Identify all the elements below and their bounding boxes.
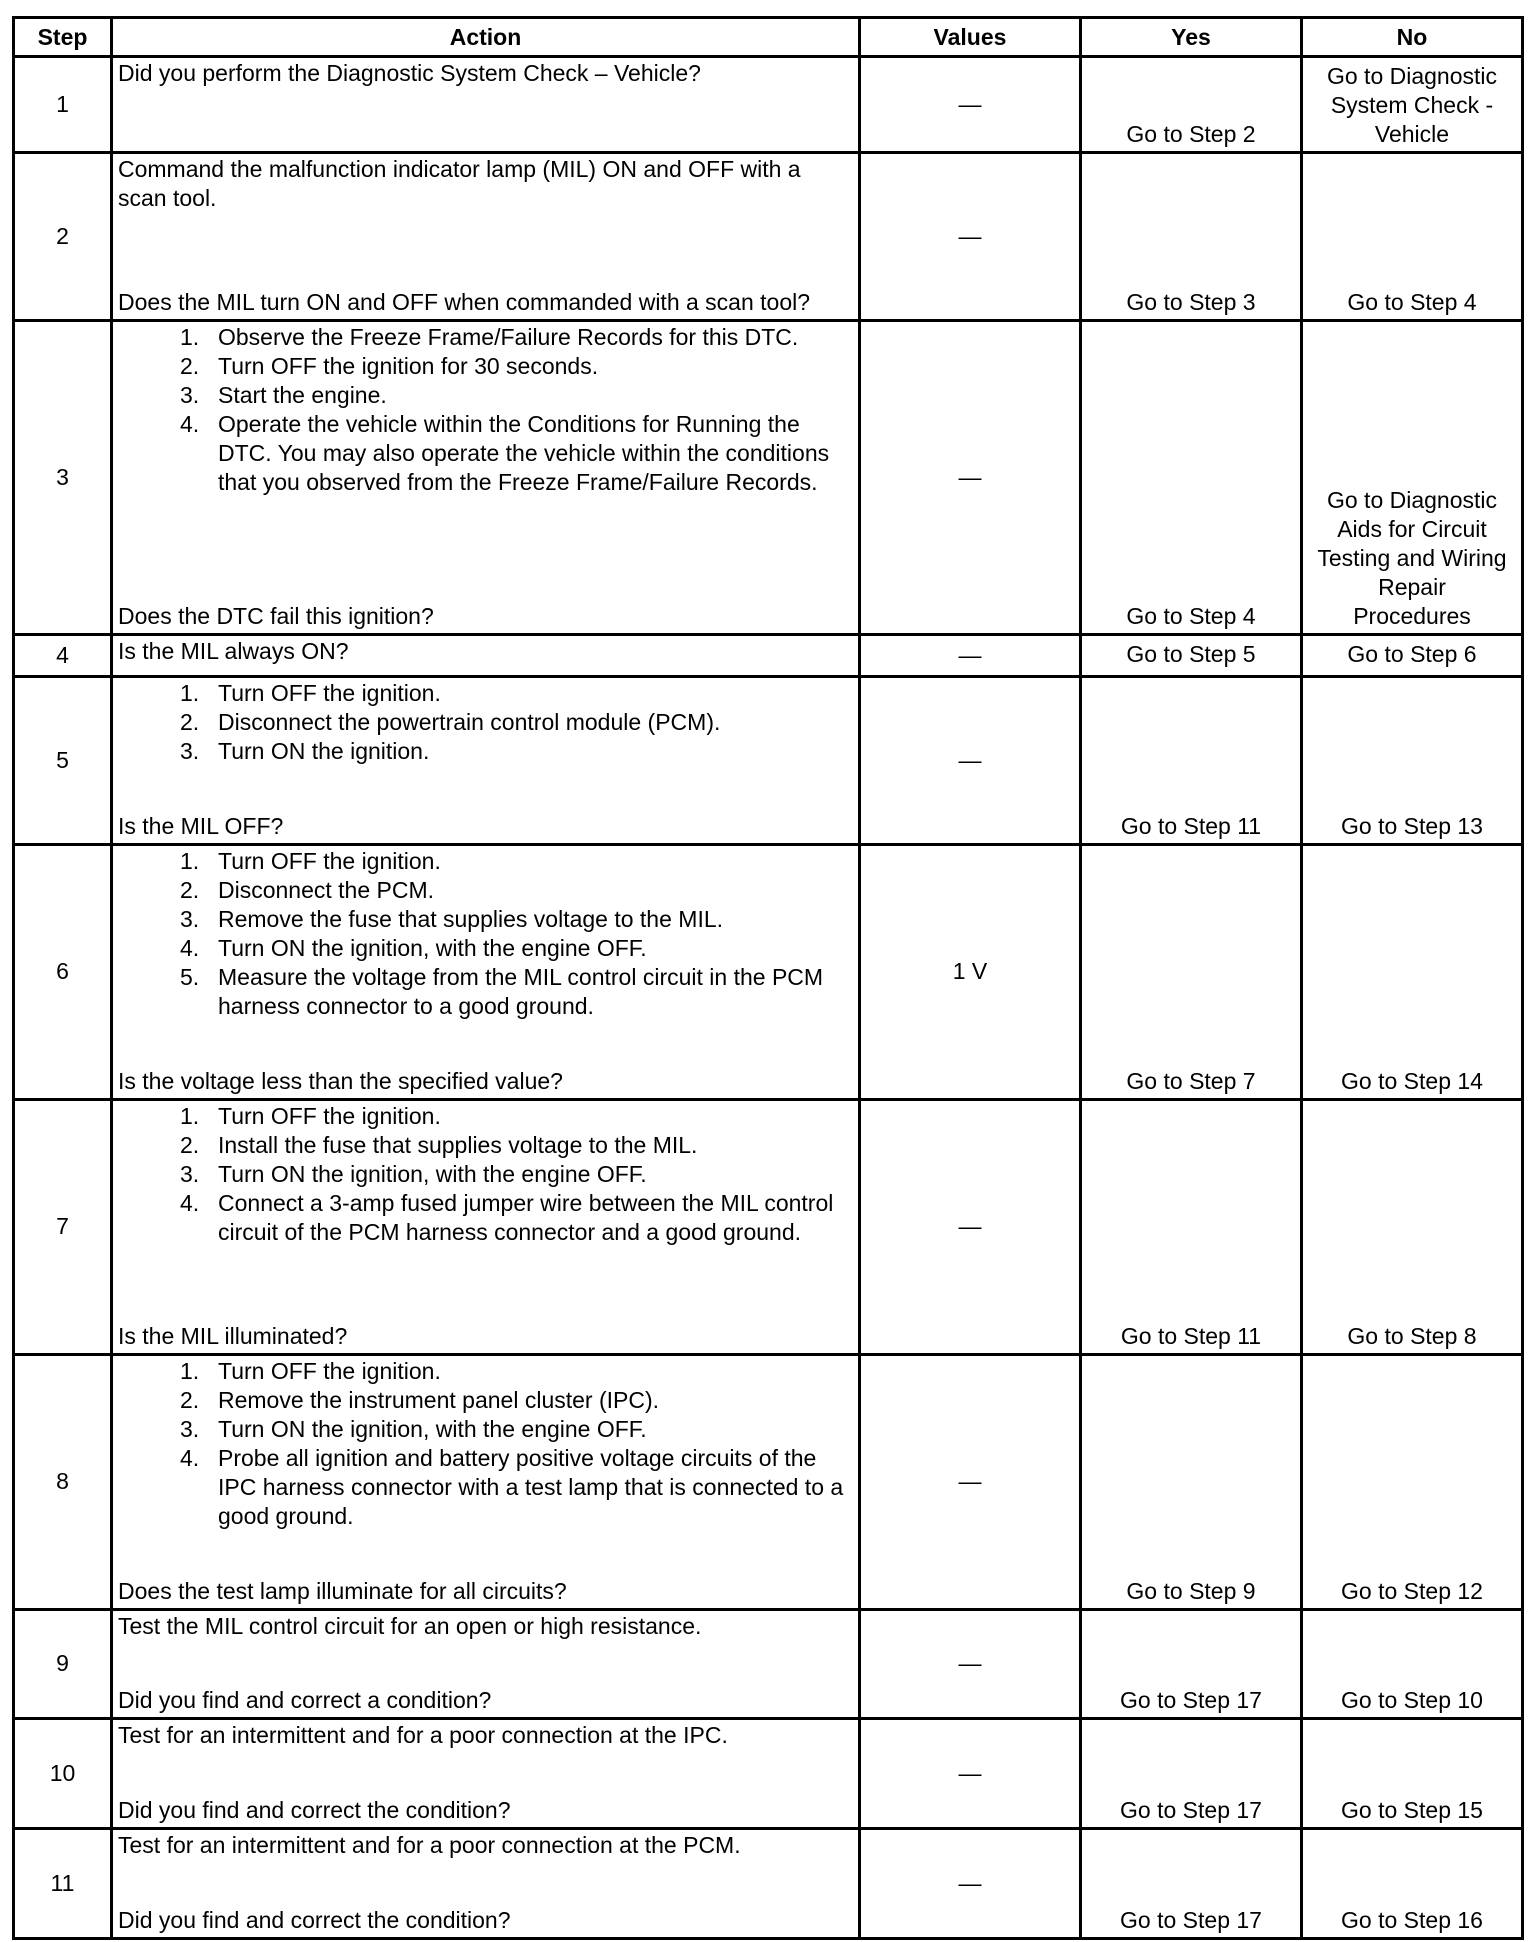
table-row <box>14 1829 1523 1939</box>
list-item-number: 4. <box>180 1189 200 1216</box>
list-item-text: Probe all ignition and battery positive voltage circuits of the IPC harness connector with a test lamp that is connected to a good ground. <box>218 1444 844 1529</box>
list-item <box>118 876 852 905</box>
list-item <box>118 1160 852 1189</box>
no-cell: Go to Step 13 <box>1302 676 1523 844</box>
list-item-text: Turn ON the ignition, with the engine OFF. <box>218 1160 647 1187</box>
header-yes: Yes <box>1081 18 1302 57</box>
list-item <box>118 1444 852 1531</box>
no-cell: Go to Step 15 <box>1302 1719 1523 1829</box>
step-number: 9 <box>14 1609 112 1719</box>
yes-cell: Go to Step 5 <box>1081 635 1302 676</box>
table-row <box>14 57 1523 153</box>
step-number: 5 <box>14 676 112 844</box>
yes-cell: Go to Step 11 <box>1081 1099 1302 1354</box>
list-item-number: 2. <box>180 708 200 735</box>
step-number: 4 <box>14 635 112 676</box>
list-item <box>118 323 852 352</box>
value-cell: — <box>860 1099 1081 1354</box>
table-body <box>14 57 1523 1939</box>
table-row <box>14 1354 1523 1609</box>
yes-cell: Go to Step 9 <box>1081 1354 1302 1609</box>
list-item-text: Install the fuse that supplies voltage to the MIL. <box>218 1131 698 1158</box>
action-question: Does the DTC fail this ignition? <box>118 603 434 630</box>
list-item-text: Turn OFF the ignition. <box>218 679 441 706</box>
action-instruction: Test for an intermittent and for a poor connection at the IPC. <box>118 1722 728 1749</box>
header-values: Values <box>860 18 1081 57</box>
step-number: 11 <box>14 1829 112 1939</box>
list-item-number: 1. <box>180 847 200 874</box>
table-row <box>14 676 1523 844</box>
list-item <box>118 847 852 876</box>
yes-cell: Go to Step 17 <box>1081 1609 1302 1719</box>
action-step-list <box>118 678 852 766</box>
action-question: Is the MIL illuminated? <box>118 1322 348 1349</box>
header-row <box>14 18 1523 57</box>
no-cell: Go to Diagnostic Aids for Circuit Testing and Wiring Repair Procedures <box>1302 320 1523 634</box>
no-cell: Go to Diagnostic System Check - Vehicle <box>1302 57 1523 153</box>
list-item-text: Start the engine. <box>218 381 387 408</box>
list-item-number: 1. <box>180 1357 200 1384</box>
no-cell: Go to Step 4 <box>1302 152 1523 320</box>
list-item <box>118 708 852 737</box>
value-cell: — <box>860 1829 1081 1939</box>
list-item-number: 4. <box>180 1444 200 1471</box>
list-item <box>118 1131 852 1160</box>
step-number: 10 <box>14 1719 112 1829</box>
action-question: Is the voltage less than the specified value? <box>118 1067 563 1094</box>
list-item-number: 2. <box>180 1386 200 1413</box>
list-item <box>118 679 852 708</box>
action-cell <box>112 320 860 634</box>
yes-cell: Go to Step 4 <box>1081 320 1302 634</box>
action-cell <box>112 1099 860 1354</box>
step-number: 7 <box>14 1099 112 1354</box>
list-item-text: Disconnect the powertrain control module (PCM). <box>218 708 721 735</box>
step-number: 3 <box>14 320 112 634</box>
list-item-number: 2. <box>180 352 200 379</box>
list-item <box>118 1415 852 1444</box>
list-item-text: Operate the vehicle within the Conditions for Running the DTC. You may also operate the vehicle within the conditions that you observed from the Freeze Frame/Failure Records. <box>218 410 830 495</box>
action-cell <box>112 1354 860 1609</box>
list-item-text: Remove the fuse that supplies voltage to the MIL. <box>218 905 724 932</box>
list-item-number: 5. <box>180 963 200 990</box>
value-cell: — <box>860 320 1081 634</box>
header-step: Step <box>14 18 112 57</box>
list-item-text: Connect a 3-amp fused jumper wire between the MIL control circuit of the PCM harness connector and a good ground. <box>218 1189 834 1245</box>
list-item <box>118 1102 852 1131</box>
list-item-text: Turn OFF the ignition. <box>218 1357 441 1384</box>
yes-cell: Go to Step 17 <box>1081 1829 1302 1939</box>
action-instruction: Command the malfunction indicator lamp (MIL) ON and OFF with a scan tool. <box>118 155 801 211</box>
step-number: 2 <box>14 152 112 320</box>
no-cell: Go to Step 12 <box>1302 1354 1523 1609</box>
table-row <box>14 844 1523 1099</box>
list-item-text: Remove the instrument panel cluster (IPC). <box>218 1386 660 1413</box>
action-instruction: Is the MIL always ON? <box>118 638 349 665</box>
value-cell: — <box>860 676 1081 844</box>
action-question: Did you find and correct the condition? <box>118 1907 511 1933</box>
action-cell <box>112 57 860 153</box>
action-cell <box>112 1829 860 1939</box>
action-instruction: Did you perform the Diagnostic System Check – Vehicle? <box>118 60 701 86</box>
table-row <box>14 635 1523 676</box>
yes-cell: Go to Step 3 <box>1081 152 1302 320</box>
action-cell <box>112 676 860 844</box>
diagnostic-table <box>12 16 1524 1940</box>
table-row <box>14 1719 1523 1829</box>
action-question: Does the test lamp illuminate for all circuits? <box>118 1577 567 1604</box>
action-question: Is the MIL OFF? <box>118 812 284 839</box>
list-item-number: 2. <box>180 876 200 903</box>
table-row <box>14 1099 1523 1354</box>
table-row <box>14 320 1523 634</box>
list-item-text: Turn OFF the ignition for 30 seconds. <box>218 352 599 379</box>
list-item-number: 1. <box>180 679 200 706</box>
action-step-list <box>118 1101 852 1247</box>
list-item <box>118 1386 852 1415</box>
value-cell: — <box>860 1719 1081 1829</box>
action-question: Did you find and correct a condition? <box>118 1687 492 1714</box>
yes-cell: Go to Step 17 <box>1081 1719 1302 1829</box>
value-cell: — <box>860 1354 1081 1609</box>
no-cell: Go to Step 10 <box>1302 1609 1523 1719</box>
list-item <box>118 934 852 963</box>
list-item-text: Turn OFF the ignition. <box>218 1102 441 1129</box>
action-cell <box>112 1609 860 1719</box>
list-item <box>118 1357 852 1386</box>
step-number: 8 <box>14 1354 112 1609</box>
value-cell: — <box>860 1609 1081 1719</box>
action-question: Did you find and correct the condition? <box>118 1797 511 1824</box>
table-row <box>14 1609 1523 1719</box>
list-item <box>118 1189 852 1247</box>
list-item-number: 3. <box>180 1160 200 1187</box>
yes-cell: Go to Step 11 <box>1081 676 1302 844</box>
list-item-text: Turn ON the ignition, with the engine OFF. <box>218 934 647 961</box>
no-cell: Go to Step 16 <box>1302 1829 1523 1939</box>
list-item <box>118 963 852 1021</box>
value-cell: 1 V <box>860 844 1081 1099</box>
list-item <box>118 352 852 381</box>
table-row <box>14 152 1523 320</box>
list-item-number: 1. <box>180 1102 200 1129</box>
list-item-text: Turn ON the ignition, with the engine OFF. <box>218 1415 647 1442</box>
action-step-list <box>118 322 852 497</box>
list-item <box>118 381 852 410</box>
action-question: Does the MIL turn ON and OFF when commanded with a scan tool? <box>118 288 811 315</box>
list-item-text: Disconnect the PCM. <box>218 876 435 903</box>
no-cell: Go to Step 8 <box>1302 1099 1523 1354</box>
value-cell: — <box>860 152 1081 320</box>
action-instruction: Test for an intermittent and for a poor connection at the PCM. <box>118 1832 741 1859</box>
list-item <box>118 737 852 766</box>
value-cell: — <box>860 57 1081 153</box>
list-item-number: 1. <box>180 323 200 350</box>
action-cell <box>112 152 860 320</box>
list-item-text: Turn OFF the ignition. <box>218 847 441 874</box>
list-item-number: 3. <box>180 381 200 408</box>
list-item-text: Observe the Freeze Frame/Failure Records for this DTC. <box>218 323 799 350</box>
step-number: 6 <box>14 844 112 1099</box>
list-item-number: 3. <box>180 905 200 932</box>
no-cell: Go to Step 14 <box>1302 844 1523 1099</box>
action-cell <box>112 635 860 676</box>
header-action: Action <box>112 18 860 57</box>
step-number: 1 <box>14 57 112 153</box>
list-item-number: 3. <box>180 737 200 764</box>
list-item <box>118 410 852 497</box>
list-item-text: Measure the voltage from the MIL control circuit in the PCM harness connector to a good ground. <box>218 963 824 1019</box>
list-item-number: 2. <box>180 1131 200 1158</box>
action-cell <box>112 844 860 1099</box>
action-step-list <box>118 846 852 1021</box>
list-item <box>118 905 852 934</box>
value-cell: — <box>860 635 1081 676</box>
list-item-number: 4. <box>180 410 200 437</box>
no-cell: Go to Step 6 <box>1302 635 1523 676</box>
header-no: No <box>1302 18 1523 57</box>
action-cell <box>112 1719 860 1829</box>
action-step-list <box>118 1356 852 1531</box>
list-item-text: Turn ON the ignition. <box>218 737 430 764</box>
list-item-number: 3. <box>180 1415 200 1442</box>
yes-cell: Go to Step 2 <box>1081 57 1302 153</box>
yes-cell: Go to Step 7 <box>1081 844 1302 1099</box>
action-instruction: Test the MIL control circuit for an open or high resistance. <box>118 1612 702 1639</box>
list-item-number: 4. <box>180 934 200 961</box>
